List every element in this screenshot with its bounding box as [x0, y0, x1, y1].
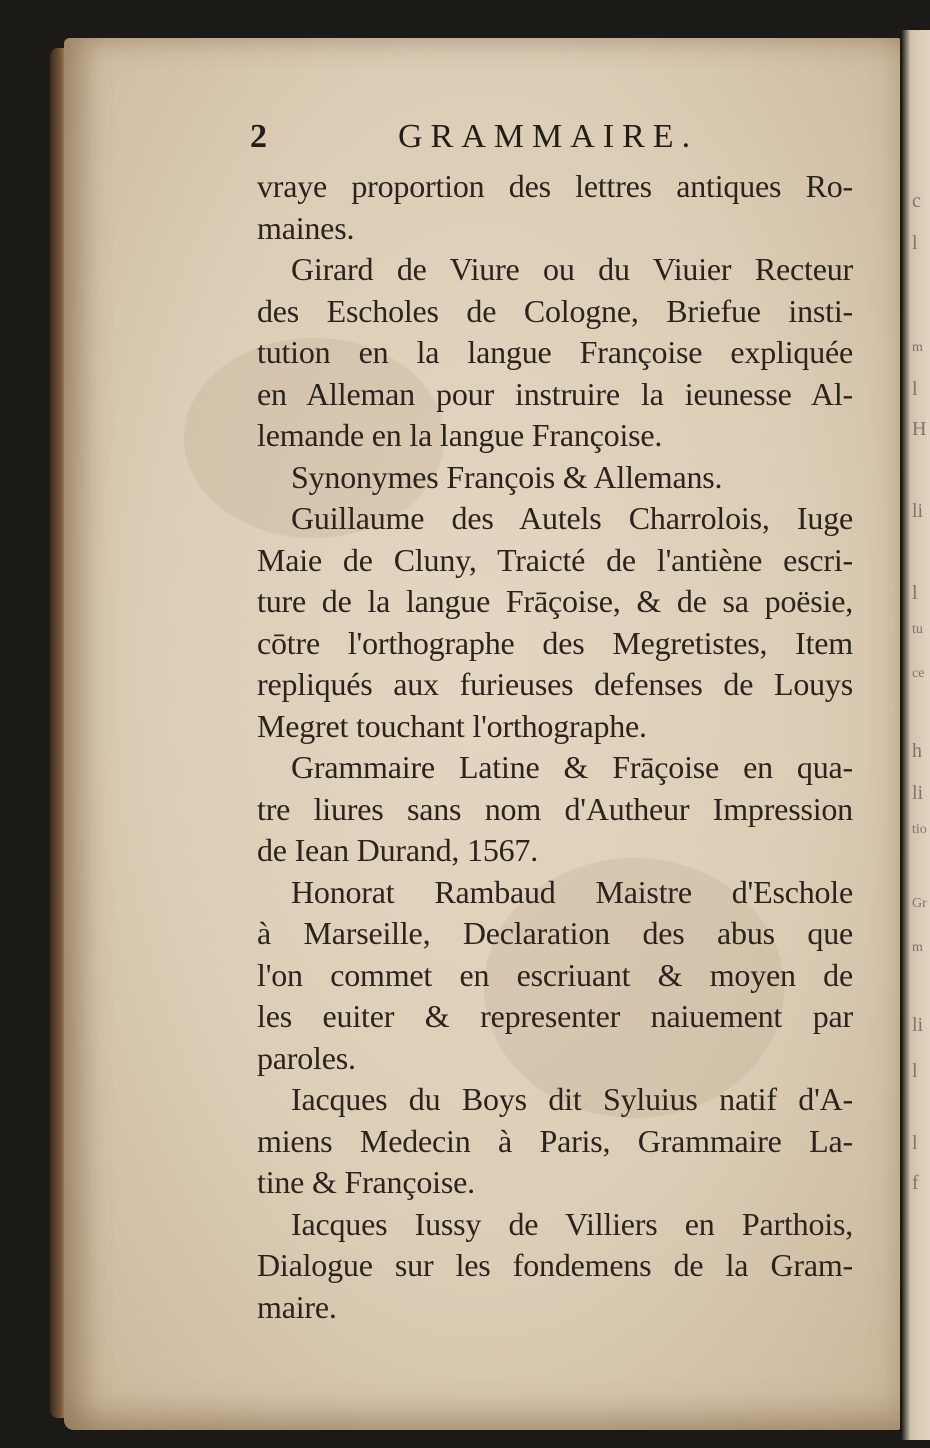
- opposite-page-fragment: l: [912, 582, 918, 604]
- page-body: [257, 166, 857, 1328]
- text-line: maire.: [257, 1288, 337, 1325]
- text-line: de Iean Durand, 1567.: [257, 832, 539, 868]
- text-line: Iacques Iussy de Villiers en Parthois,: [291, 1205, 853, 1242]
- page-header: [0, 118, 930, 158]
- text-line: Guillaume des Autels Charrolois, Iuge: [291, 500, 853, 536]
- text-line: tre liures sans nom d'Autheur Impression: [257, 790, 853, 827]
- opposite-page-fragment: f: [912, 1172, 919, 1194]
- opposite-page-fragment: tu: [912, 622, 923, 637]
- page-number: 2: [250, 118, 267, 155]
- text-line: Honorat Rambaud Maistre d'Eschole: [291, 873, 853, 910]
- text-line: en Alleman pour instruire la ieunesse Al-: [257, 375, 853, 412]
- text-line: vraye proportion des lettres antiques Ro-: [257, 168, 853, 204]
- text-line: lemande en la langue Françoise.: [257, 417, 663, 453]
- opposite-page-fragment: l: [912, 1060, 918, 1082]
- opposite-page-fragment: l: [912, 1132, 918, 1154]
- opposite-page-fragment: li: [912, 782, 924, 804]
- text-line: Grammaire Latine & Frāçoise en qua-: [291, 749, 853, 785]
- text-line: repliqués aux furieuses defenses de Louys: [257, 666, 853, 702]
- running-title: GRAMMAIRE.: [398, 118, 699, 155]
- opposite-page-fragment: c: [912, 190, 921, 212]
- text-line: à Marseille, Declaration des abus que: [257, 915, 853, 951]
- opposite-page-fragment: li: [912, 1014, 924, 1036]
- text-line: tine & Françoise.: [257, 1164, 475, 1200]
- text-line: des Escholes de Cologne, Briefue insti-: [257, 292, 853, 329]
- text-line: Megret touchant l'orthographe.: [257, 707, 647, 744]
- opposite-page-fragment: l: [912, 232, 918, 254]
- text-line: maines.: [257, 209, 355, 246]
- text-line: cōtre l'orthographe des Megretistes, Item: [257, 624, 853, 661]
- opposite-page-fragment: H: [912, 418, 927, 440]
- opposite-page-fragment: tio: [912, 822, 927, 837]
- text-line: l'on commet en escriuant & moyen de: [257, 956, 853, 993]
- text-line: Iacques du Boys dit Syluius natif d'A-: [291, 1081, 853, 1117]
- opposite-page-fragment: m: [912, 340, 923, 355]
- text-line: ture de la langue Frāçoise, & de sa poësie,: [257, 583, 853, 619]
- text-line: les euiter & representer naiuement par: [257, 998, 853, 1034]
- text-line: miens Medecin à Paris, Grammaire La-: [257, 1122, 853, 1159]
- opposite-page-fragment: Gr: [912, 896, 927, 911]
- text-line: tution en la langue Françoise expliquée: [257, 334, 853, 370]
- opposite-page-fragment: m: [912, 940, 923, 955]
- opposite-page-fragment: ce: [912, 666, 925, 681]
- text-line: Dialogue sur les fondemens de la Gram-: [257, 1247, 853, 1283]
- text-line: Maie de Cluny, Traicté de l'antiène escri-: [257, 541, 853, 578]
- text-line: Synonymes François & Allemans.: [291, 458, 723, 495]
- opposite-page-fragment: h: [912, 740, 922, 762]
- opposite-page-fragment: l: [912, 378, 918, 400]
- opposite-page-fragment: li: [912, 500, 924, 522]
- text-line: Girard de Viure ou du Viuier Recteur: [291, 251, 853, 287]
- text-line: paroles.: [257, 1039, 356, 1076]
